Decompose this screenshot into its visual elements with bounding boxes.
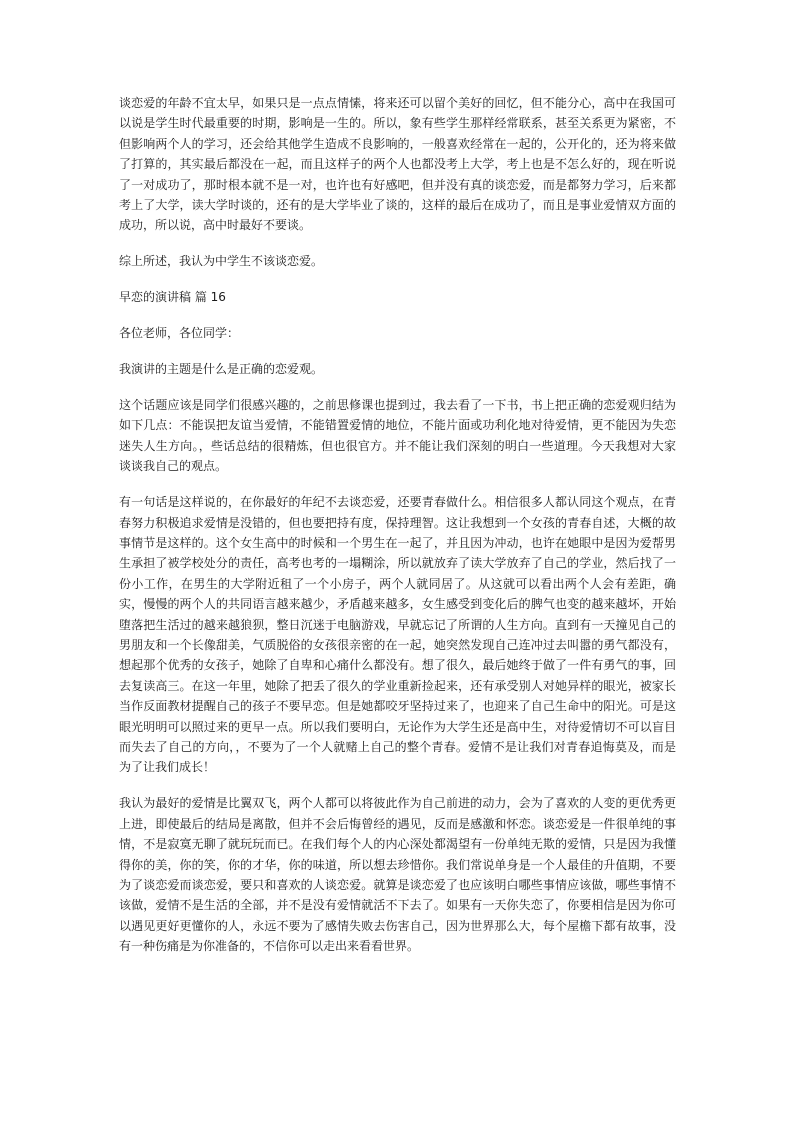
section-heading: 早恋的演讲稿 篇 16	[119, 290, 226, 305]
paragraph-1: 谈恋爱的年龄不宜太早，如果只是一点点情愫，将来还可以留个美好的回忆，但不能分心，高中在我国可以说是学生时代最重要的时期，影响是一生的。所以，象有些学生那样经常联系，甚至关系更为紧密，不但影响两个人的学习，还会给其他学生造成不良影响的，一般喜欢经常在一起的，公开化的，还为将来做了打算的，其实最后都没在一起，而且这样子的两个人也都没考上大学，考上也是不怎么好的，现在听说了一对成功了，那时根本就不是一对，也许也有好感吧，但并没有真的谈恋爱，而是都努力学习，后来都考上了大学，读大学时谈的，还有的是大学毕业了谈的，这样的最后在成功了，而且是事业爱情双方面的成功，所以说，高中时最好不要谈。	[119, 96, 676, 233]
greeting: 各位老师，各位同学：	[119, 326, 240, 341]
paragraph-5: 这个话题应该是同学们很感兴趣的，之前思修课也提到过，我去看了一下书，书上把正确的恋爱观归结为如下几点：不能误把友谊当爱情，不能错置爱情的地位，不能片面或功利化地对待爱情，更不能因为失恋迷失人生方向。，些话总结的很精炼，但也很官方。并不能让我们深刻的明白一些道理。今天我想对大家谈谈我自己的观点。	[119, 397, 676, 474]
document-body	[119, 93, 676, 972]
paragraph-2: 综上所述，我认为中学生不该谈恋爱。	[119, 254, 324, 269]
paragraph-7: 我认为最好的爱情是比翼双飞，两个人都可以将彼此作为自己前进的动力，会为了喜欢的人变的更优秀更上进，即使最后的结局是离散，但并不会后悔曾经的遇见，反而是感激和怀恋。谈恋爱是一件很单纯的事情，不是寂寞无聊了就玩玩而已。在我们每个人的内心深处都渴望有一份单纯无欺的爱情，只是因为我懂得你的美，你的笑，你的才华，你的味道，所以想去珍惜你。我们常说单身是一个人最佳的升值期，不要为了谈恋爱而谈恋爱，要只和喜欢的人谈恋爱。就算是谈恋爱了也应该明白哪些事情应该做，哪些事情不该做，爱情不是生活的全部，并不是没有爱情就活不下去了。如果有一天你失恋了，你要相信是因为你可以遇见更好更懂你的人，永远不要为了感情失败去伤害自己，因为世界那么大，每个屋檐下都有故事，没有一种伤痛是为你准备的，不信你可以走出来看看世界。	[119, 796, 676, 954]
paragraph-topic: 我演讲的主题是什么是正确的恋爱观。	[119, 362, 324, 377]
paragraph-6: 有一句话是这样说的，在你最好的年纪不去谈恋爱，还要青春做什么。相信很多人都认同这个观点，在青春努力积极追求爱情是没错的，但也要把持有度，保持理智。这让我想到一个女孩的青春自述，大概的故事情节是这样的。这个女生高中的时候和一个男生在一起了，并且因为冲动，也许在她眼中是因为爱帮男生承担了被学校处分的责任，高考也考的一塌糊涂，所以就放弃了读大学放弃了自己的学业，然后找了一份小工作，在男生的大学附近租了一个小房子，两个人就同居了。从这就可以看出两个人会有差距，确实，慢慢的两个人的共同语言越来越少，矛盾越来越多，女生感受到变化后的脾气也变的越来越坏，开始堕落把生活过的越来越狼狈，整日沉迷于电脑游戏，早就忘记了所谓的人生方向。直到有一天撞见自己的男朋友和一个长像甜美，气质脱俗的女孩很亲密的在一起，她突然发现自己连冲过去叫嚣的勇气都没有，想起那个优秀的女孩子，她除了自卑和心痛什么都没有。想了很久，最后她终于做了一件有勇气的事，回去复读高三。在这一年里，她除了把丢了很久的学业重新捡起来，还有承受别人对她异样的眼光，被家长当作反面教材提醒自己的孩子不要早恋。但是她都咬牙坚持过来了，也迎来了自己生命中的阳光。可是这眼光明明可以照过来的更早一点。所以我们要明白，无论作为大学生还是高中生，对待爱情切不可以盲目而失去了自己的方向，，不要为了一个人就赌上自己的整个青春。爱情不是让我们对青春追悔莫及，而是为了让我们成长！	[119, 495, 676, 775]
